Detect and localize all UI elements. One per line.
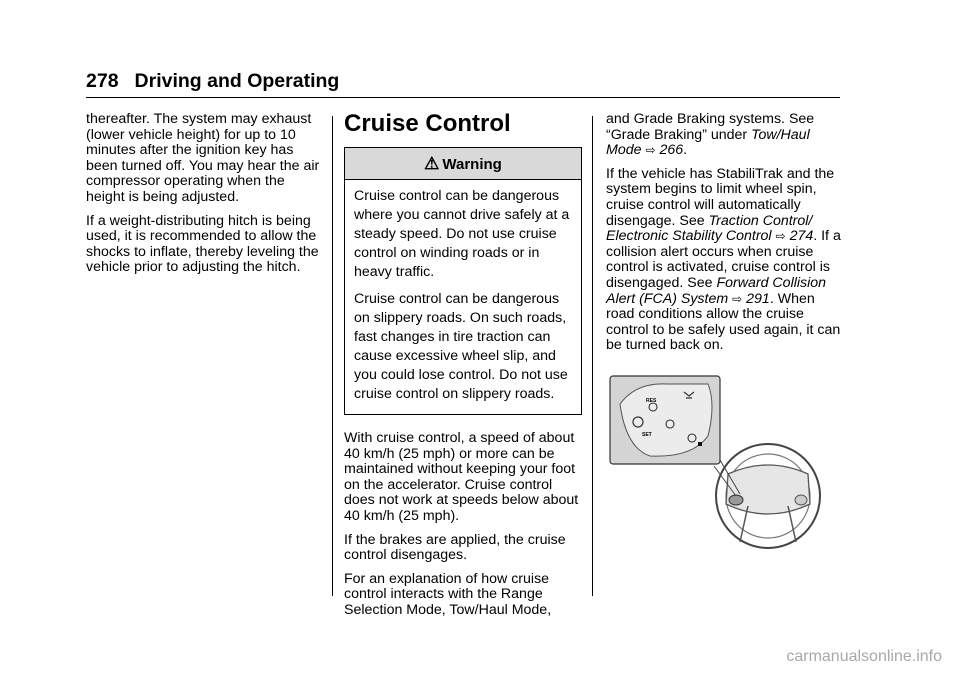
warning-text: Cruise control can be dangerous on slippery roads. On such roads, fast changes in tire traction can cause excessive wheel slip, and you could lose control. Do not use cruise control on slippery roads. — [354, 291, 568, 402]
warning-header — [345, 148, 581, 180]
column-left — [86, 112, 324, 284]
res-label: RES — [646, 398, 657, 404]
column-middle — [344, 112, 582, 627]
section-title: Cruise Control — [344, 110, 511, 137]
text-run: . — [683, 142, 688, 159]
page-number: 278 — [86, 70, 119, 92]
header-rule — [86, 97, 840, 98]
column-right — [606, 112, 842, 362]
xref-title: Traction Control/ Electronic Stability Control — [606, 212, 813, 245]
paragraph: If a weight-distributing hitch is being used, it is recommended to allow the shocks to inflate, thereby leveling the vehicle prior to adjusting the hitch. — [86, 212, 319, 276]
paragraph — [606, 112, 842, 159]
page-header — [86, 70, 339, 93]
paragraph: For an explanation of how cruise control interacts with the Range Selection Mode, Tow/Haul Mode, — [344, 570, 552, 618]
paragraph: With cruise control, a speed of about 40 km/h (25 mph) or more can be maintained without keeping your foot on the accelerator. Cruise control does not work at speeds below about 40 km/h (25 mph). — [344, 430, 579, 524]
xref-title: Forward Collision Alert (FCA) System — [606, 274, 827, 307]
column-divider-1 — [332, 116, 333, 596]
watermark: carmanualsonline.info — [786, 648, 942, 665]
warning-icon: ⚠ — [424, 154, 440, 173]
cruise-control-pad-callout — [610, 376, 720, 464]
paragraph — [606, 167, 842, 354]
text-run: . If a collision alert occurs when cruise control is activated, cruise control is disengaged. See — [606, 228, 841, 291]
xref-page: 266 — [659, 142, 684, 159]
text-run: . When road conditions allow the cruise control to be safely used again, it can be turned back on. — [606, 290, 841, 354]
text-run: If the vehicle has StabiliTrak and the system begins to limit wheel spin, cruise control will automatically disengage. See — [606, 165, 835, 229]
indicator-dot — [698, 442, 702, 446]
paragraph: If the brakes are applied, the cruise control disengages. — [344, 531, 566, 564]
steering-wheel-svg — [608, 374, 840, 564]
steering-wheel — [716, 444, 820, 548]
chapter-title: Driving and Operating — [134, 70, 340, 92]
xref-page: 291 — [746, 290, 770, 307]
text-run: and Grade Braking systems. See “Grade Braking” under — [606, 111, 815, 143]
warning-text: Cruise control can be dangerous where you cannot drive safely at a steady speed. Do not use cruise control on winding roads or in heavy traffic. — [354, 188, 570, 280]
warning-box — [344, 147, 582, 415]
set-label: SET — [642, 432, 652, 438]
page-arrow-icon: ⇨ — [775, 229, 786, 244]
column-divider-2 — [592, 116, 593, 596]
xref-page: 274 — [789, 228, 814, 245]
paragraph: thereafter. The system may exhaust (lower vehicle height) for up to 10 minutes after the ignition key has been turned off. You may hear the air compressor operating when the height is being adjusted. — [86, 111, 320, 205]
warning-label: Warning — [442, 156, 502, 173]
page-arrow-icon: ⇨ — [732, 291, 743, 306]
xref-title: Tow/Haul Mode — [606, 126, 810, 159]
page-arrow-icon: ⇨ — [645, 143, 656, 158]
warning-body — [345, 180, 581, 414]
steering-wheel-illustration — [608, 374, 840, 564]
